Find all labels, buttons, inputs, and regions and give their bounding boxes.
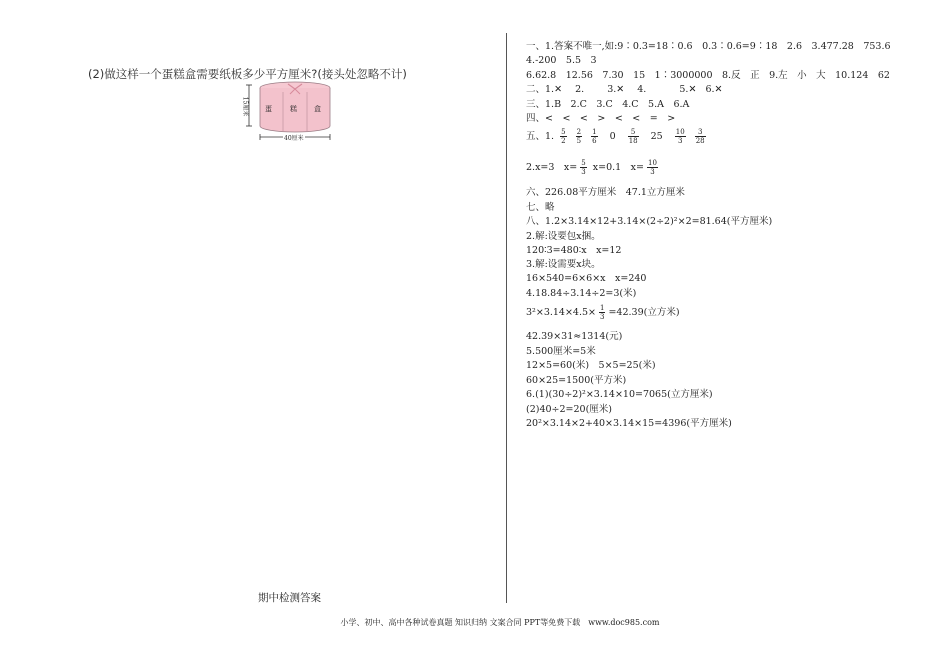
answer-label: 2. bbox=[575, 84, 585, 95]
answer-label: 3. bbox=[607, 84, 617, 95]
box-label-2: 糕 bbox=[290, 105, 297, 113]
answer-line-equations bbox=[526, 159, 661, 176]
answer-line-judgement bbox=[526, 81, 723, 95]
answer-line: 4.-200 5.5 3 bbox=[526, 55, 597, 66]
fraction: $\frac{1}{3}$ bbox=[600, 304, 605, 321]
fraction: $\frac{10}{3}$ bbox=[648, 159, 657, 176]
answer-line-volume bbox=[526, 304, 680, 321]
fraction: $\frac{10}{3}$ bbox=[675, 128, 685, 145]
answer-line: 2.解:设要包x捆。 bbox=[526, 231, 601, 242]
answer-text: =42.39(立方米) bbox=[608, 307, 680, 318]
column-divider bbox=[506, 33, 507, 603]
answer-line: 一、1.答案不唯一,如:9∶0.3=18∶0.6 0.3∶0.6=9∶18 2.6 3.477.28 753.6 bbox=[526, 41, 891, 52]
answer-line: 三、1.B 2.C 3.C 4.C 5.A 6.A bbox=[526, 99, 690, 110]
answer-line: 120∶3=480∶x x=12 bbox=[526, 245, 622, 256]
footer-text: 小学、初中、高中各种试卷真题 知识归纳 文案合同 PPT等免费下载 www.doc985.com bbox=[340, 618, 660, 627]
section-title: 期中检测答案 bbox=[258, 592, 321, 604]
answer-text: 2.x=3 x= bbox=[526, 162, 578, 173]
fraction: $\frac{1}{6}$ bbox=[592, 128, 597, 145]
box-label-1: 蛋 bbox=[265, 105, 272, 113]
fraction: $\frac{2}{5}$ bbox=[576, 128, 582, 145]
answer-line: 3.解:设需要x块。 bbox=[526, 259, 601, 270]
fraction: $\frac{5}{2}$ bbox=[561, 128, 566, 145]
answer-line: 12×5=60(米) 5×5=25(米) bbox=[526, 360, 656, 371]
fraction: $\frac{5}{3}$ bbox=[581, 159, 586, 176]
height-label: 15厘米 bbox=[241, 96, 249, 117]
answer-line: 16×540=6×6×x x=240 bbox=[526, 273, 647, 284]
answer-label: 二、1. bbox=[526, 84, 555, 95]
cake-box-figure bbox=[242, 80, 342, 142]
fraction: $\frac{3}{28}$ bbox=[695, 128, 705, 145]
answer-line-fractions bbox=[526, 128, 709, 145]
answer-line: 20²×3.14×2+40×3.14×15=4396(平方厘米) bbox=[526, 418, 732, 429]
cross-mark: ✕ bbox=[616, 84, 625, 95]
width-label: 40厘米 bbox=[284, 135, 304, 142]
answer-text: x=0.1 x= bbox=[592, 162, 644, 173]
answer-line: 六、226.08平方厘米 47.1立方厘米 bbox=[526, 187, 685, 198]
answer-line: 60×25=1500(平方米) bbox=[526, 375, 627, 386]
answer-label: 4. bbox=[637, 84, 647, 95]
answer-line: 6.(1)(30÷2)²×3.14×10=7065(立方厘米) bbox=[526, 389, 713, 400]
answer-line: 5.500厘米=5米 bbox=[526, 346, 596, 357]
answer-line: 七、略 bbox=[526, 202, 555, 213]
answer-value: 0 bbox=[609, 131, 616, 142]
box-label-3: 盒 bbox=[314, 105, 321, 113]
answer-line: 八、1.2×3.14×12+3.14×(2÷2)²×2=81.64(平方厘米) bbox=[526, 216, 773, 227]
cross-mark: ✕ bbox=[688, 84, 697, 95]
answer-label: 五、1. bbox=[526, 131, 555, 142]
answer-value: 25 bbox=[650, 131, 663, 142]
answer-line: 4.18.84÷3.14÷2=3(米) bbox=[526, 288, 637, 299]
answer-line: (2)40÷2=20(厘米) bbox=[526, 404, 613, 415]
cross-mark: ✕ bbox=[714, 84, 723, 95]
answer-label: 5. bbox=[679, 84, 689, 95]
answer-label: 6. bbox=[705, 84, 715, 95]
cross-mark: ✕ bbox=[554, 84, 563, 95]
fraction: $\frac{5}{18}$ bbox=[628, 128, 638, 145]
answer-line: 42.39×31≈1314(元) bbox=[526, 331, 623, 342]
answer-line: 四、< < < > < < = > bbox=[526, 113, 676, 124]
question-text: (2)做这样一个蛋糕盒需要纸板多少平方厘米?(接头处忽略不计) bbox=[88, 67, 407, 81]
answer-text: 3²×3.14×4.5× bbox=[526, 307, 596, 318]
answer-line: 6.62.8 12.56 7.30 15 1∶3000000 8.反 正 9.左 小 大 10.124 62 bbox=[526, 70, 890, 81]
